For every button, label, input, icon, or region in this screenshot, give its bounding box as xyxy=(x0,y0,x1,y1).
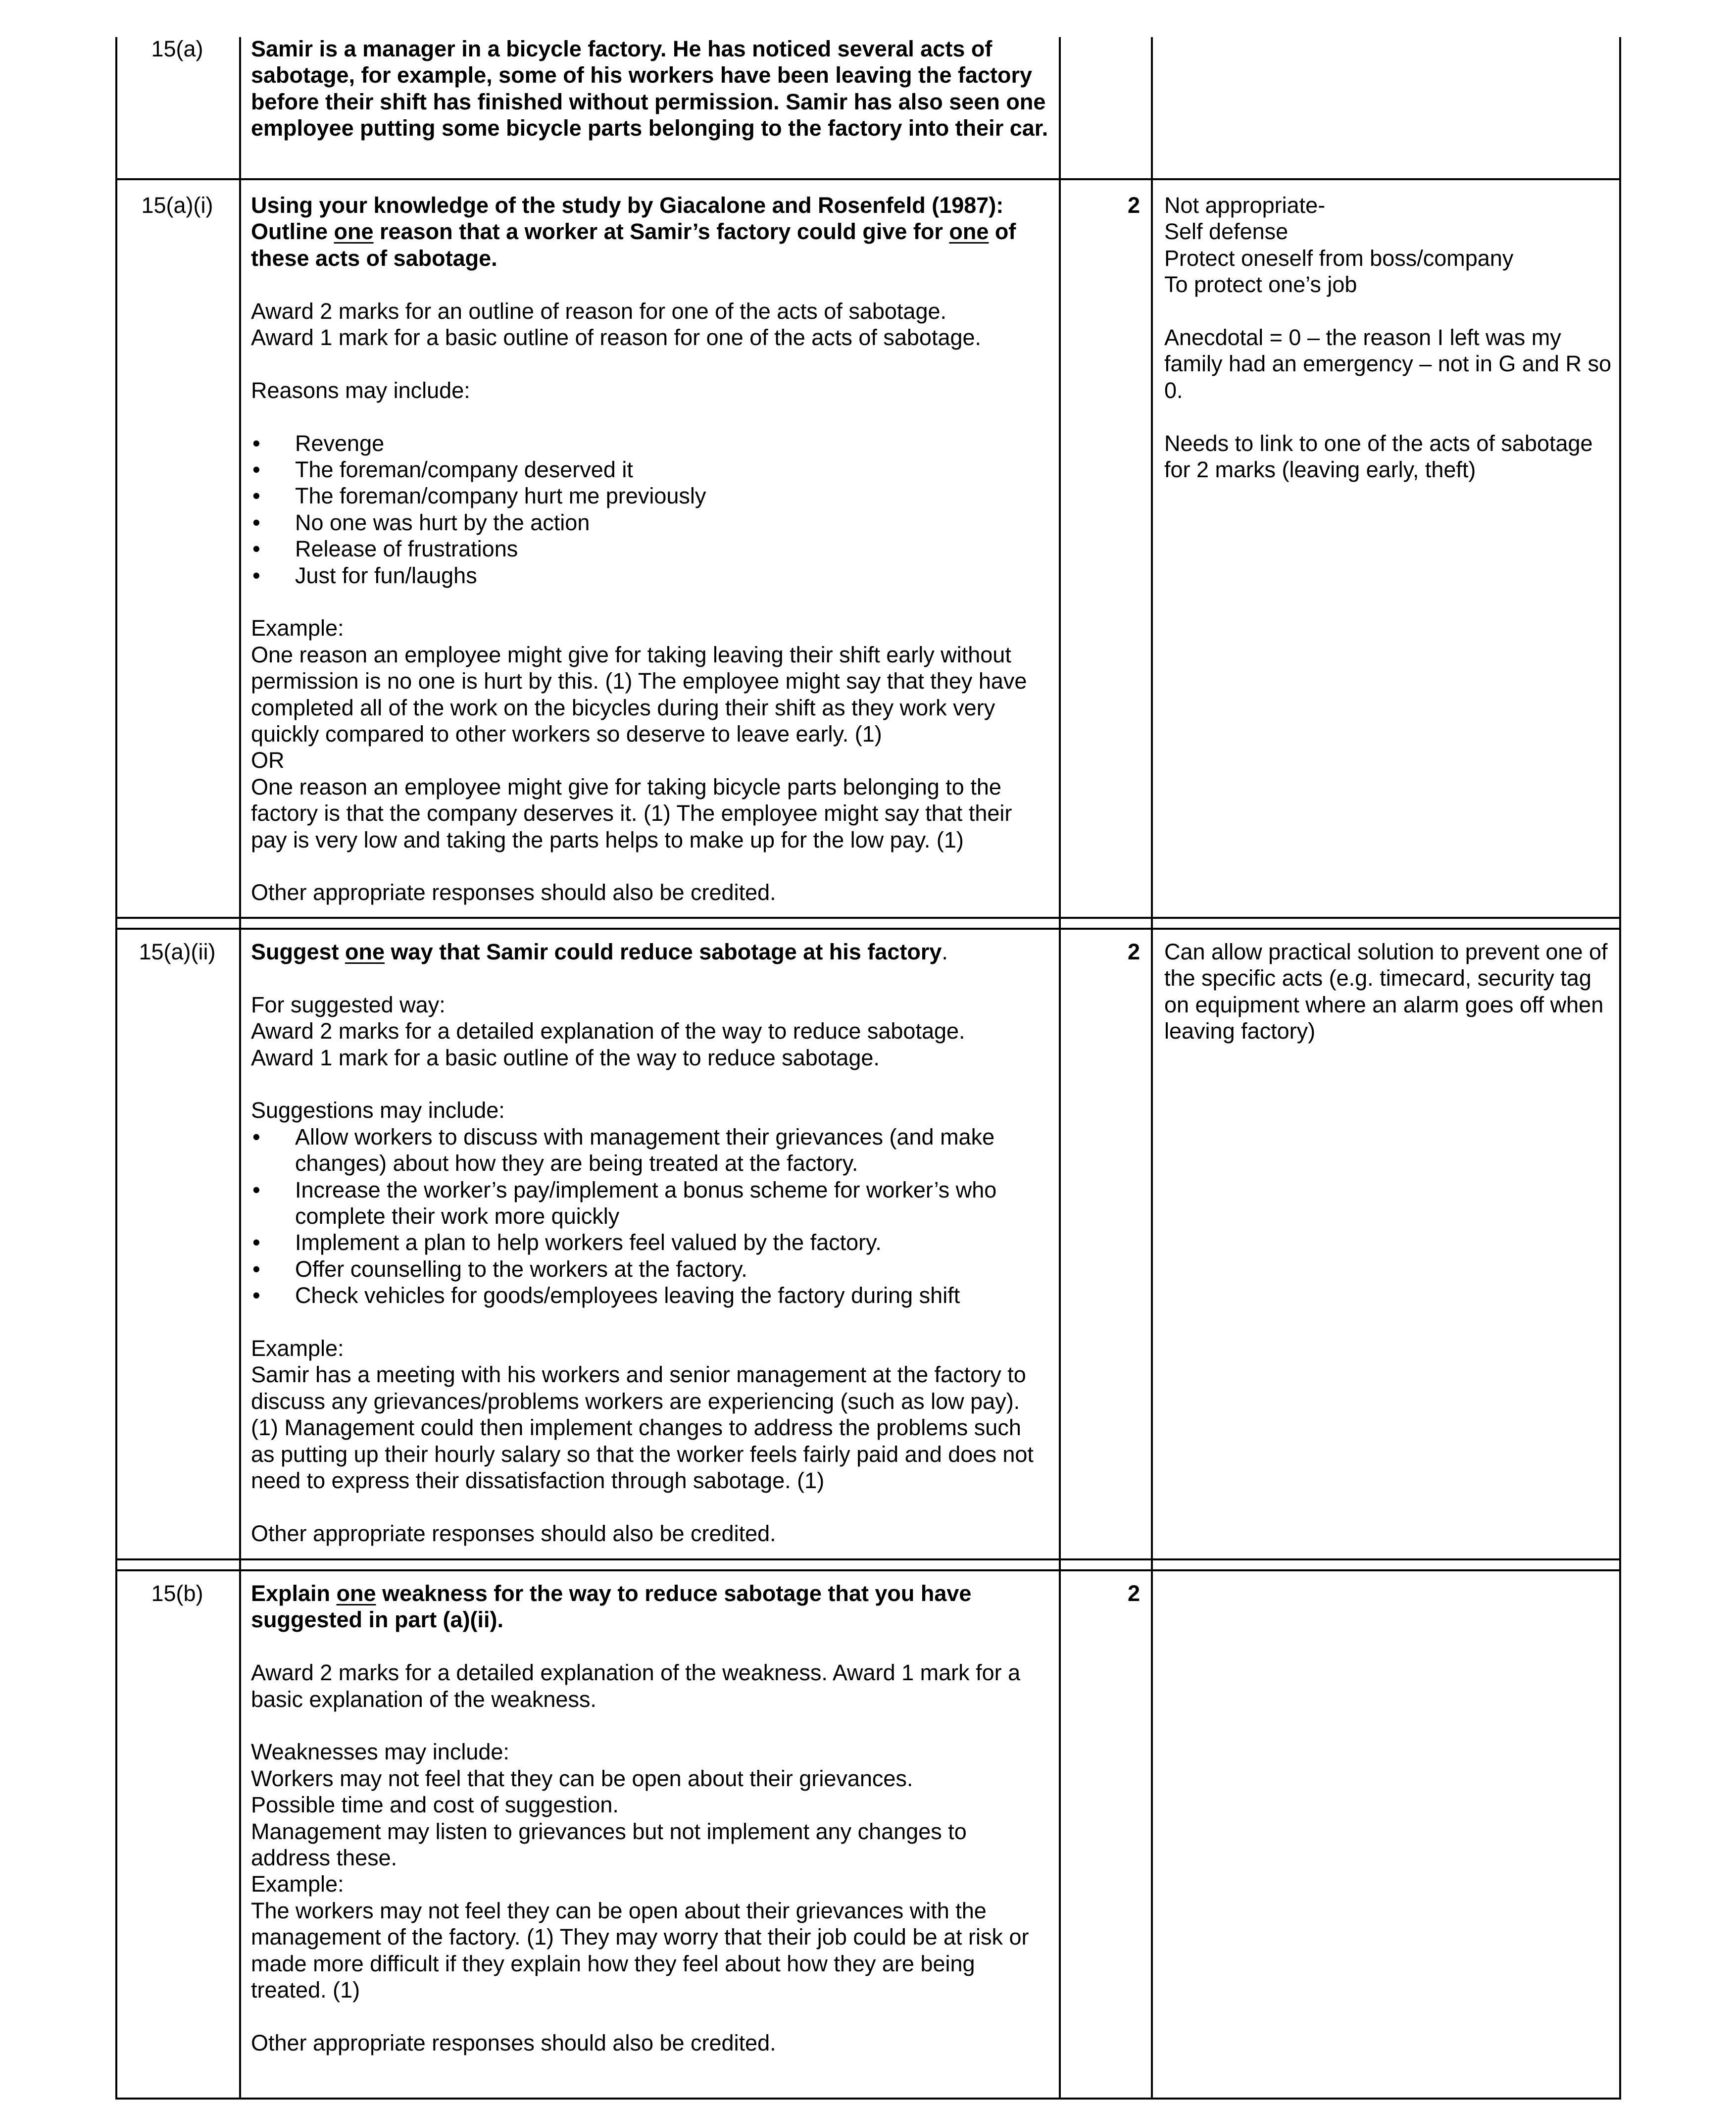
question-number: 15(a) xyxy=(151,36,203,61)
guidance-line: Can allow practical solution to prevent one of the specific acts (e.g. timecard, security tag on equipment where an alarm goes off when leaving factory) xyxy=(1164,939,1608,1044)
guidance-line: Needs to link to one of the acts of sabotage for 2 marks (leaving early, theft) xyxy=(1164,430,1593,483)
list-item: • The foreman/company hurt me previously xyxy=(251,483,1050,509)
example-label: Example: xyxy=(251,1871,344,1897)
list-item: • The foreman/company deserved it xyxy=(251,456,1050,483)
question-text: Using your knowledge of the study by Giacalone and Rosenfeld (1987): Outline one reason that a worker at Samir’s factory could give for one of these acts of sabotage. xyxy=(251,193,1016,271)
question-text: Explain one weakness for the way to reduce sabotage that you have suggested in part (a)(ii). xyxy=(251,1581,972,1633)
guidance-line: Protect oneself from boss/company xyxy=(1164,245,1514,271)
guidance-line: Anecdotal = 0 – the reason I left was my family had an emergency – not in G and R so 0. xyxy=(1164,325,1611,403)
guidance-line: Not appropriate- xyxy=(1164,193,1326,218)
list-item: • Allow workers to discuss with management their grievances (and make changes) about how they are being treated at the factory. xyxy=(251,1124,1050,1177)
list-title: Suggestions may include: xyxy=(251,1098,505,1123)
marks-value: 2 xyxy=(1127,1581,1140,1606)
reasons-list xyxy=(251,430,1050,589)
award-line: For suggested way: xyxy=(251,992,446,1017)
example-text: The workers may not feel they can be open about their grievances with the management of the factory. (1) They may worry that their job could be at risk or made more difficult if they explain how they feel about how they are being treated. (1) xyxy=(251,1898,1029,2003)
question-text: Suggest one way that Samir could reduce sabotage at his factory. xyxy=(251,939,948,964)
grid-col-1 xyxy=(239,37,241,2100)
list-item: • Release of frustrations xyxy=(251,536,1050,562)
text-line: Possible time and cost of suggestion. xyxy=(251,1792,619,1818)
other-responses-note: Other appropriate responses should also be credited. xyxy=(251,880,776,905)
question-text: Samir is a manager in a bicycle factory. He has noticed several acts of sabotage, for example, some of his workers have been leaving the factory before their shift has finished without permission. Samir has also seen one employee putting some bicycle parts belonging to the factory into their car. xyxy=(251,36,1048,141)
list-item: • Implement a plan to help workers feel valued by the factory. xyxy=(251,1229,1050,1255)
example-text: Samir has a meeting with his workers and senior management at the factory to discuss any grievances/problems workers are experiencing (such as low pay). (1) Management could then implement changes to address the problems such as putting up their hourly salary so that the worker feels fairly paid and does not need to express their dissatisfaction through sabotage. (1) xyxy=(251,1362,1034,1494)
award-line: Award 1 mark for a basic outline of reason for one of the acts of sabotage. xyxy=(251,325,982,350)
other-responses-note: Other appropriate responses should also be credited. xyxy=(251,2030,776,2055)
text-line: Workers may not feel that they can be open about their grievances. xyxy=(251,1765,913,1791)
answer-cell xyxy=(251,192,1050,906)
example-text: One reason an employee might give for taking bicycle parts belonging to the factory is that the company deserves it. (1) The employee might say that their pay is very low and taking the parts helps to make up for the low pay. (1) xyxy=(251,774,1012,852)
guidance-line: Self defense xyxy=(1164,219,1289,245)
list-item: • Increase the worker’s pay/implement a bonus scheme for worker’s who complete their work more quickly xyxy=(251,1177,1050,1230)
question-number: 15(b) xyxy=(151,1581,203,1606)
guidance-cell xyxy=(1164,939,1615,1045)
list-item: • Just for fun/laughs xyxy=(251,562,1050,589)
grid-row-divider-3b xyxy=(115,1569,1621,1571)
grid-row-divider-3a xyxy=(115,1558,1621,1560)
question-number: 15(a)(i) xyxy=(141,193,213,218)
example-label: Example: xyxy=(251,1336,344,1361)
marks-value: 2 xyxy=(1127,939,1140,964)
question-number: 15(a)(ii) xyxy=(139,939,216,964)
guidance-cell xyxy=(1164,192,1615,483)
grid-right xyxy=(1619,37,1621,2100)
example-label: Example: xyxy=(251,615,344,641)
award-line: Award 2 marks for a detailed explanation of the weakness. Award 1 mark for a basic explanation of the weakness. xyxy=(251,1660,1021,1712)
text-line: Management may listen to grievances but not implement any changes to address these. xyxy=(251,1818,967,1871)
marks-value: 2 xyxy=(1127,193,1140,218)
grid-row-divider-2b xyxy=(115,928,1621,930)
grid-col-2 xyxy=(1059,37,1061,2100)
grid-col-3 xyxy=(1151,37,1153,2100)
answer-cell xyxy=(251,939,1050,1547)
grid-row-divider-2a xyxy=(115,917,1621,919)
list-item: • Offer counselling to the workers at the factory. xyxy=(251,1256,1050,1282)
example-text: One reason an employee might give for taking leaving their shift early without permission is no one is hurt by this. (1) The employee might say that they have completed all of the work on the bicycles during their shift as they work very quickly compared to other workers so deserve to leave early. (1) xyxy=(251,642,1027,747)
other-responses-note: Other appropriate responses should also be credited. xyxy=(251,1520,776,1546)
grid-row-divider-1 xyxy=(115,178,1621,180)
answer-cell xyxy=(251,1580,1050,2056)
guidance-line: To protect one’s job xyxy=(1164,272,1357,298)
text-line: Weaknesses may include: xyxy=(251,1739,509,1765)
grid-top-left-stub xyxy=(115,37,117,2100)
suggestions-list xyxy=(251,1124,1050,1309)
list-item: • Check vehicles for goods/employees leaving the factory during shift xyxy=(251,1282,1050,1308)
list-item: • Revenge xyxy=(251,430,1050,456)
or-separator: OR xyxy=(251,748,285,773)
list-title: Reasons may include: xyxy=(251,377,470,403)
award-line: Award 1 mark for a basic outline of the way to reduce sabotage. xyxy=(251,1045,880,1070)
award-line: Award 2 marks for a detailed explanation of the way to reduce sabotage. xyxy=(251,1018,965,1044)
grid-bottom xyxy=(115,2098,1621,2100)
award-line: Award 2 marks for an outline of reason for one of the acts of sabotage. xyxy=(251,298,946,324)
list-item: • No one was hurt by the action xyxy=(251,509,1050,536)
